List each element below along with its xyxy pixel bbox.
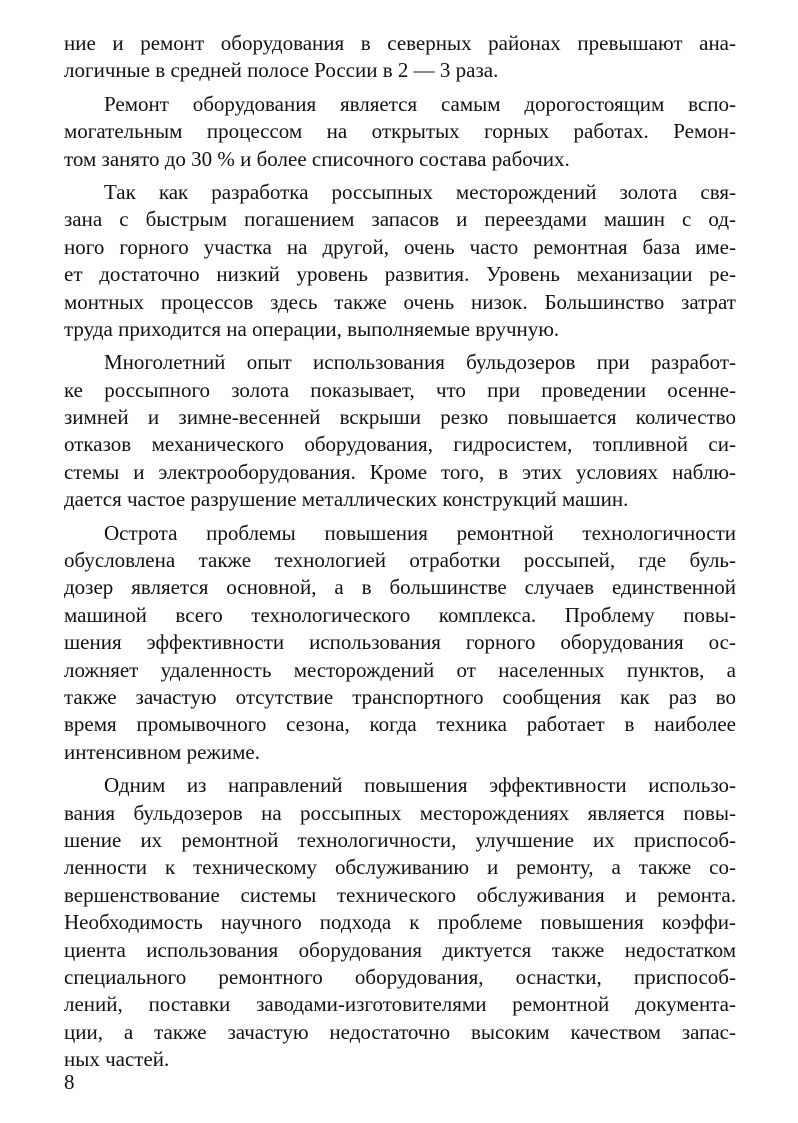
text-line: дается частое разрушение металлических конструкций машин. [64, 487, 629, 512]
text-line: ет достаточно низкий уровень развития. Уровень механизации ре- [64, 262, 736, 287]
paragraph-3 [64, 179, 736, 343]
text-line: ных частей. [64, 1047, 170, 1072]
text-line: обусловлена также технологией отработки россыпей, где буль- [64, 548, 736, 573]
text-line: Необходимость научного подхода к проблеме повышения коэффи- [64, 910, 736, 935]
text-line: шения эффективности использования горного оборудования ос- [64, 630, 736, 655]
text-line: ного горного участка на другой, очень часто ремонтная база име- [64, 234, 736, 259]
text-line: интенсивном режиме. [64, 739, 260, 764]
text-line: ке россыпного золота показывает, что при проведении осенне- [64, 377, 736, 402]
text-line: логичные в средней полосе России в 2 — 3 раза. [64, 58, 499, 83]
paragraph-6 [64, 772, 736, 1073]
text-line: ние и ремонт оборудования в северных районах превышают ана- [64, 31, 736, 55]
text-line: Одним из направлений повышения эффективности использо- [104, 773, 736, 798]
text-line: лений, поставки заводами-изготовителями ремонтной документа- [64, 992, 736, 1017]
text-line: могательным процессом на открытых горных работах. Ремон- [64, 119, 736, 144]
text-line: вания бульдозеров на россыпных месторождениях является повы- [64, 800, 736, 825]
page-body [64, 30, 736, 1079]
text-line: зимней и зимне-весенней вскрыши резко повышается количество [64, 405, 736, 430]
text-line: также зачастую отсутствие транспортного сообщения как раз во [64, 684, 736, 709]
text-line: монтных процессов здесь также очень низок. Большинство затрат [64, 289, 736, 314]
text-line: шение их ремонтной технологичности, улучшение их приспособ- [64, 827, 736, 852]
text-line: том занято до 30 % и более списочного состава рабочих. [64, 146, 570, 171]
paragraph-4 [64, 349, 736, 513]
text-line: отказов механического оборудования, гидросистем, топливной си- [64, 432, 736, 457]
text-line: дозер является основной, а в большинстве случаев единственной [64, 575, 736, 600]
text-line: специального ремонтного оборудования, оснастки, приспособ- [64, 964, 736, 989]
paragraph-5 [64, 520, 736, 767]
text-line: время промывочного сезона, когда техника работает в наиболее [64, 712, 736, 737]
paragraph-1 [64, 30, 736, 85]
text-line: вершенствование системы технического обслуживания и ремонта. [64, 882, 736, 907]
text-line: циента использования оборудования диктуется также недостатком [64, 937, 736, 962]
text-line: ленности к техническому обслуживанию и ремонту, а также со- [64, 855, 736, 880]
text-line: Ремонт оборудования является самым дорогостоящим вспо- [104, 91, 736, 116]
paragraph-2 [64, 91, 736, 173]
text-line: Острота проблемы повышения ремонтной технологичности [104, 520, 736, 545]
text-line: ции, а также зачастую недостаточно высоким качеством запас- [64, 1019, 736, 1044]
text-line: труда приходится на операции, выполняемые вручную. [64, 316, 560, 341]
text-line: машиной всего технологического комплекса. Проблему повы- [64, 602, 736, 627]
text-line: Многолетний опыт использования бульдозеров при разработ- [104, 350, 736, 375]
text-line: Так как разработка россыпных месторождений золота свя- [104, 179, 736, 204]
page-number: 8 [64, 1070, 75, 1094]
text-line: ложняет удаленность месторождений от населенных пунктов, а [64, 657, 736, 682]
text-line: стемы и электрооборудования. Кроме того, в этих условиях наблю- [64, 459, 736, 484]
text-line: зана с быстрым погашением запасов и переездами машин с од- [64, 207, 736, 232]
